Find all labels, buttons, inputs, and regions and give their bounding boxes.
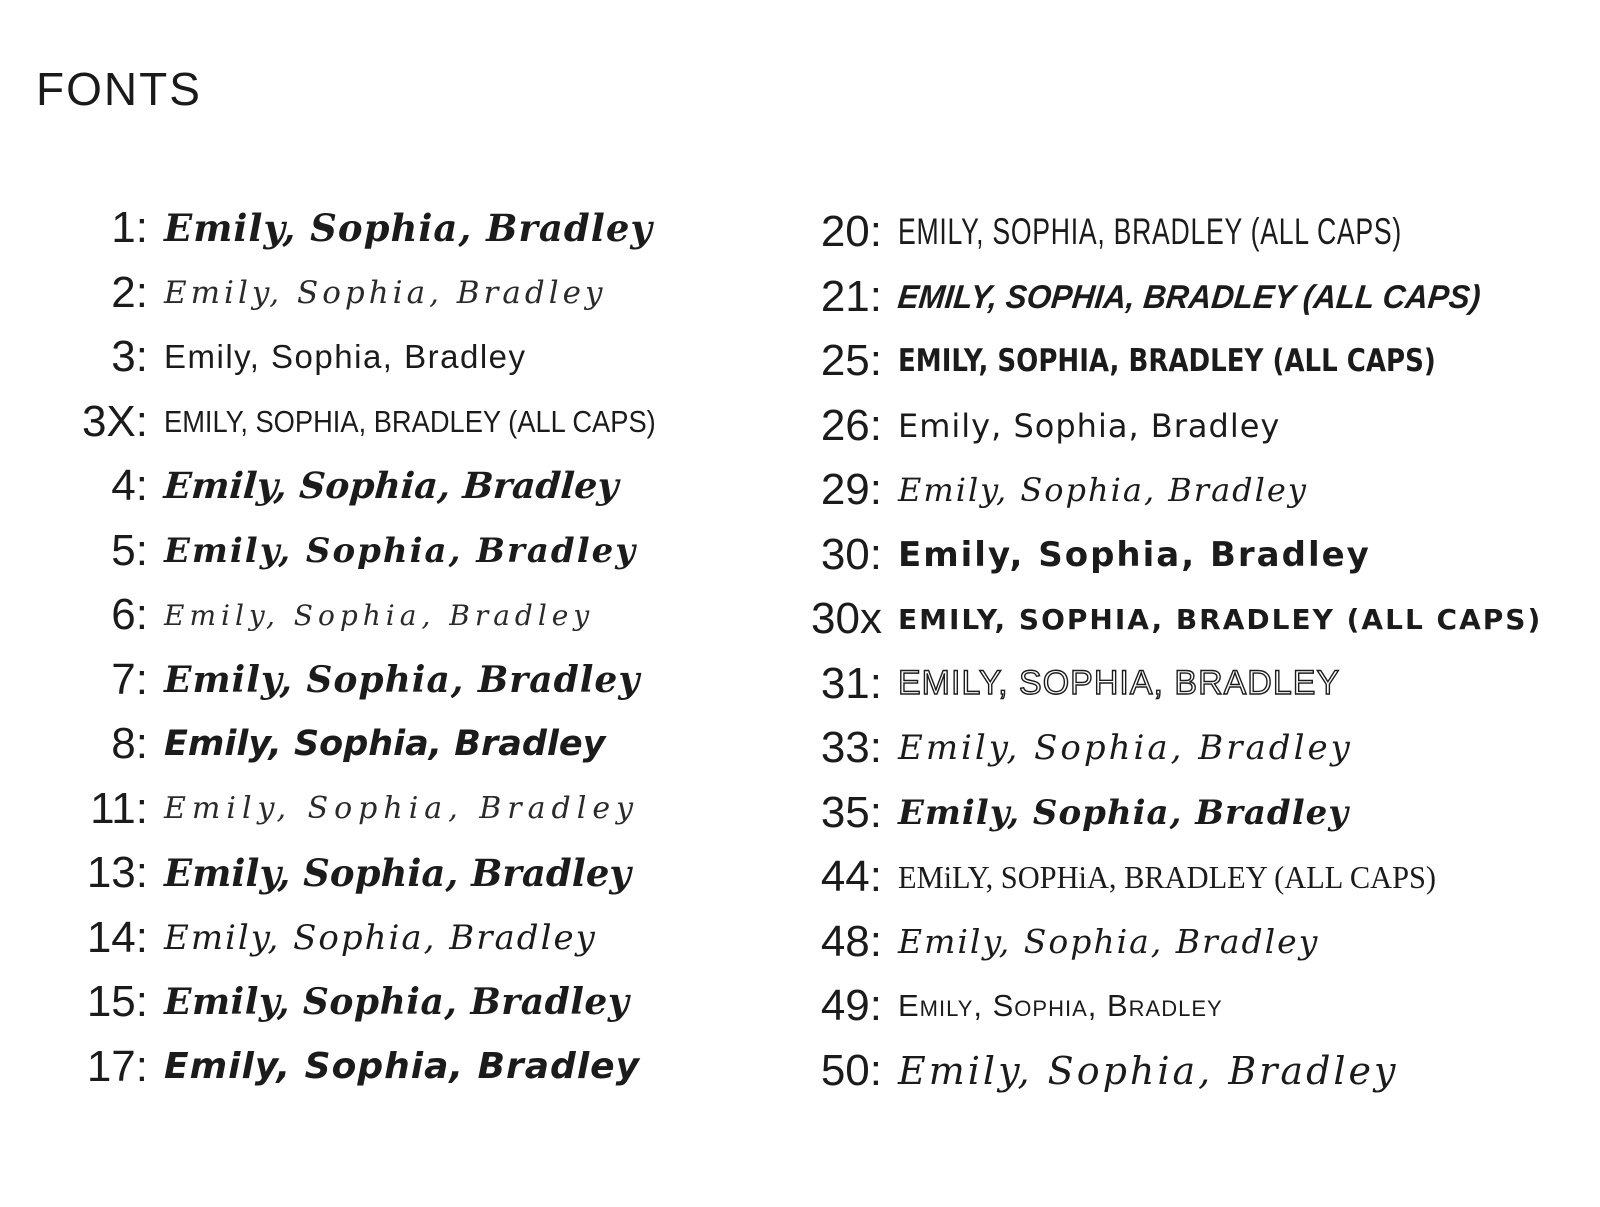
font-number: 26:: [820, 400, 882, 450]
font-sample-row: [778, 845, 1578, 910]
font-number: 44:: [820, 852, 882, 902]
font-number: 14:: [86, 912, 148, 962]
font-sample-row: [36, 712, 766, 777]
font-sample-row: [36, 390, 766, 455]
font-sample-row: [778, 1039, 1578, 1104]
font-number: 1:: [111, 203, 148, 253]
font-number: 50:: [820, 1045, 882, 1095]
font-number: 33:: [820, 723, 882, 773]
font-number: 25:: [820, 336, 882, 386]
font-sample-row: [778, 652, 1578, 717]
font-sample-text: Emily, Sophia, Bradley: [164, 338, 527, 376]
font-sample-text: Emily, Sophia, Bradley: [164, 917, 597, 958]
font-sample-row: [778, 394, 1578, 459]
font-sample-text: Emily, Sophia, Bradley: [162, 465, 620, 508]
font-sample-row: [778, 458, 1578, 523]
font-number: 49:: [820, 981, 882, 1031]
font-sample-row: [36, 841, 766, 906]
font-sample-row: [36, 648, 766, 713]
font-sample-text: EMILY, SOPHIA, BRADLEY (ALL CAPS): [164, 403, 656, 439]
font-number: 3X:: [81, 396, 148, 446]
font-sample-text: Emily, Sophia, Bradley: [898, 406, 1281, 445]
font-sample-row: [36, 261, 766, 326]
font-sample-row: [36, 325, 766, 390]
font-sample-row: [36, 906, 766, 971]
font-sample-text: Emily, Sophia, Bradley: [898, 988, 1223, 1024]
font-number: 21:: [820, 271, 882, 321]
font-sample-text: EMILY, SOPHIA, BRADLEY (ALL CAPS): [898, 343, 1436, 380]
font-sample-row: [778, 781, 1578, 846]
page-title: FONTS: [36, 63, 202, 115]
font-sample-text: Emily, Sophia, Bradley: [898, 922, 1320, 962]
font-sample-row: [36, 970, 766, 1035]
font-number: 31:: [820, 658, 882, 708]
font-sample-row: [778, 587, 1578, 652]
font-sample-row: [36, 196, 766, 261]
font-sample-row: [778, 200, 1578, 265]
font-number: 20:: [820, 207, 882, 257]
font-number: 3:: [111, 332, 148, 382]
font-number: 15:: [86, 977, 148, 1027]
font-number: 17:: [86, 1041, 148, 1091]
font-sample-text: Emily, Sophia, Bradley: [164, 791, 640, 827]
font-number: 6:: [111, 590, 148, 640]
font-sample-text: EMiLY, SOPHiA, BRADLEY (ALL CAPS): [898, 858, 1437, 895]
font-number: 2:: [111, 267, 148, 317]
font-sample-row: [778, 716, 1578, 781]
font-number: 30:: [820, 529, 882, 579]
font-number: 29:: [820, 465, 882, 515]
font-number: 8:: [111, 719, 148, 769]
font-sample-text: Emily, Sophia, Bradley: [164, 981, 630, 1024]
font-sample-row: [778, 265, 1578, 330]
font-sample-row: [36, 454, 766, 519]
font-number: 4:: [111, 461, 148, 511]
font-sample-text: Emily, Sophia, Bradley: [898, 471, 1308, 510]
font-sample-text: Emily, Sophia, Bradley: [164, 658, 641, 701]
font-sample-text: Emily, Sophia, Bradley: [164, 598, 595, 632]
font-column-right: [778, 200, 1578, 1103]
font-sample-text: Emily, Sophia, Bradley: [164, 851, 631, 896]
font-sample-row: [36, 1035, 766, 1100]
font-sample-row: [36, 519, 766, 584]
font-sample-text: Emily, Sophia, Bradley: [164, 1046, 641, 1088]
font-number: 11:: [90, 783, 148, 833]
font-sample-text: Emily, Sophia, Bradley: [898, 534, 1371, 575]
font-sample-text: EMILY, SOPHIA, BRADLEY (ALL CAPS): [896, 277, 1483, 315]
font-number: 35:: [820, 787, 882, 837]
font-sample-text: Emily, Sophia, Bradley: [898, 792, 1350, 833]
font-sample-row: [778, 974, 1578, 1039]
font-sample-text: Emily, Sophia, Bradley: [898, 728, 1353, 769]
font-sample-text: Emily, Sophia, Bradley: [164, 274, 607, 311]
font-sample-row: [36, 583, 766, 648]
font-sample-text: Emily, Sophia, Bradley: [164, 206, 653, 251]
font-sample-text: EMILY, SOPHIA, BRADLEY: [898, 664, 1341, 703]
font-number: 7:: [111, 654, 148, 704]
font-sample-row: [778, 910, 1578, 975]
font-sample-text: Emily, Sophia, Bradley: [898, 1048, 1399, 1093]
font-number: 30x: [811, 594, 882, 644]
font-number: 5:: [111, 525, 148, 575]
font-sample-text: Emily, Sophia, Bradley: [164, 530, 638, 571]
font-column-left: [36, 196, 766, 1099]
font-sample-text: EMILY, SOPHIA, BRADLEY (ALL CAPS): [898, 211, 1402, 253]
font-sample-row: [36, 777, 766, 842]
font-sample-text: Emily, Sophia, Bradley: [164, 724, 606, 765]
font-sample-text: EMILY, SOPHIA, BRADLEY (ALL CAPS): [898, 602, 1543, 636]
font-sample-row: [778, 329, 1578, 394]
font-sample-row: [778, 523, 1578, 588]
font-number: 13:: [86, 848, 148, 898]
font-number: 48:: [820, 916, 882, 966]
